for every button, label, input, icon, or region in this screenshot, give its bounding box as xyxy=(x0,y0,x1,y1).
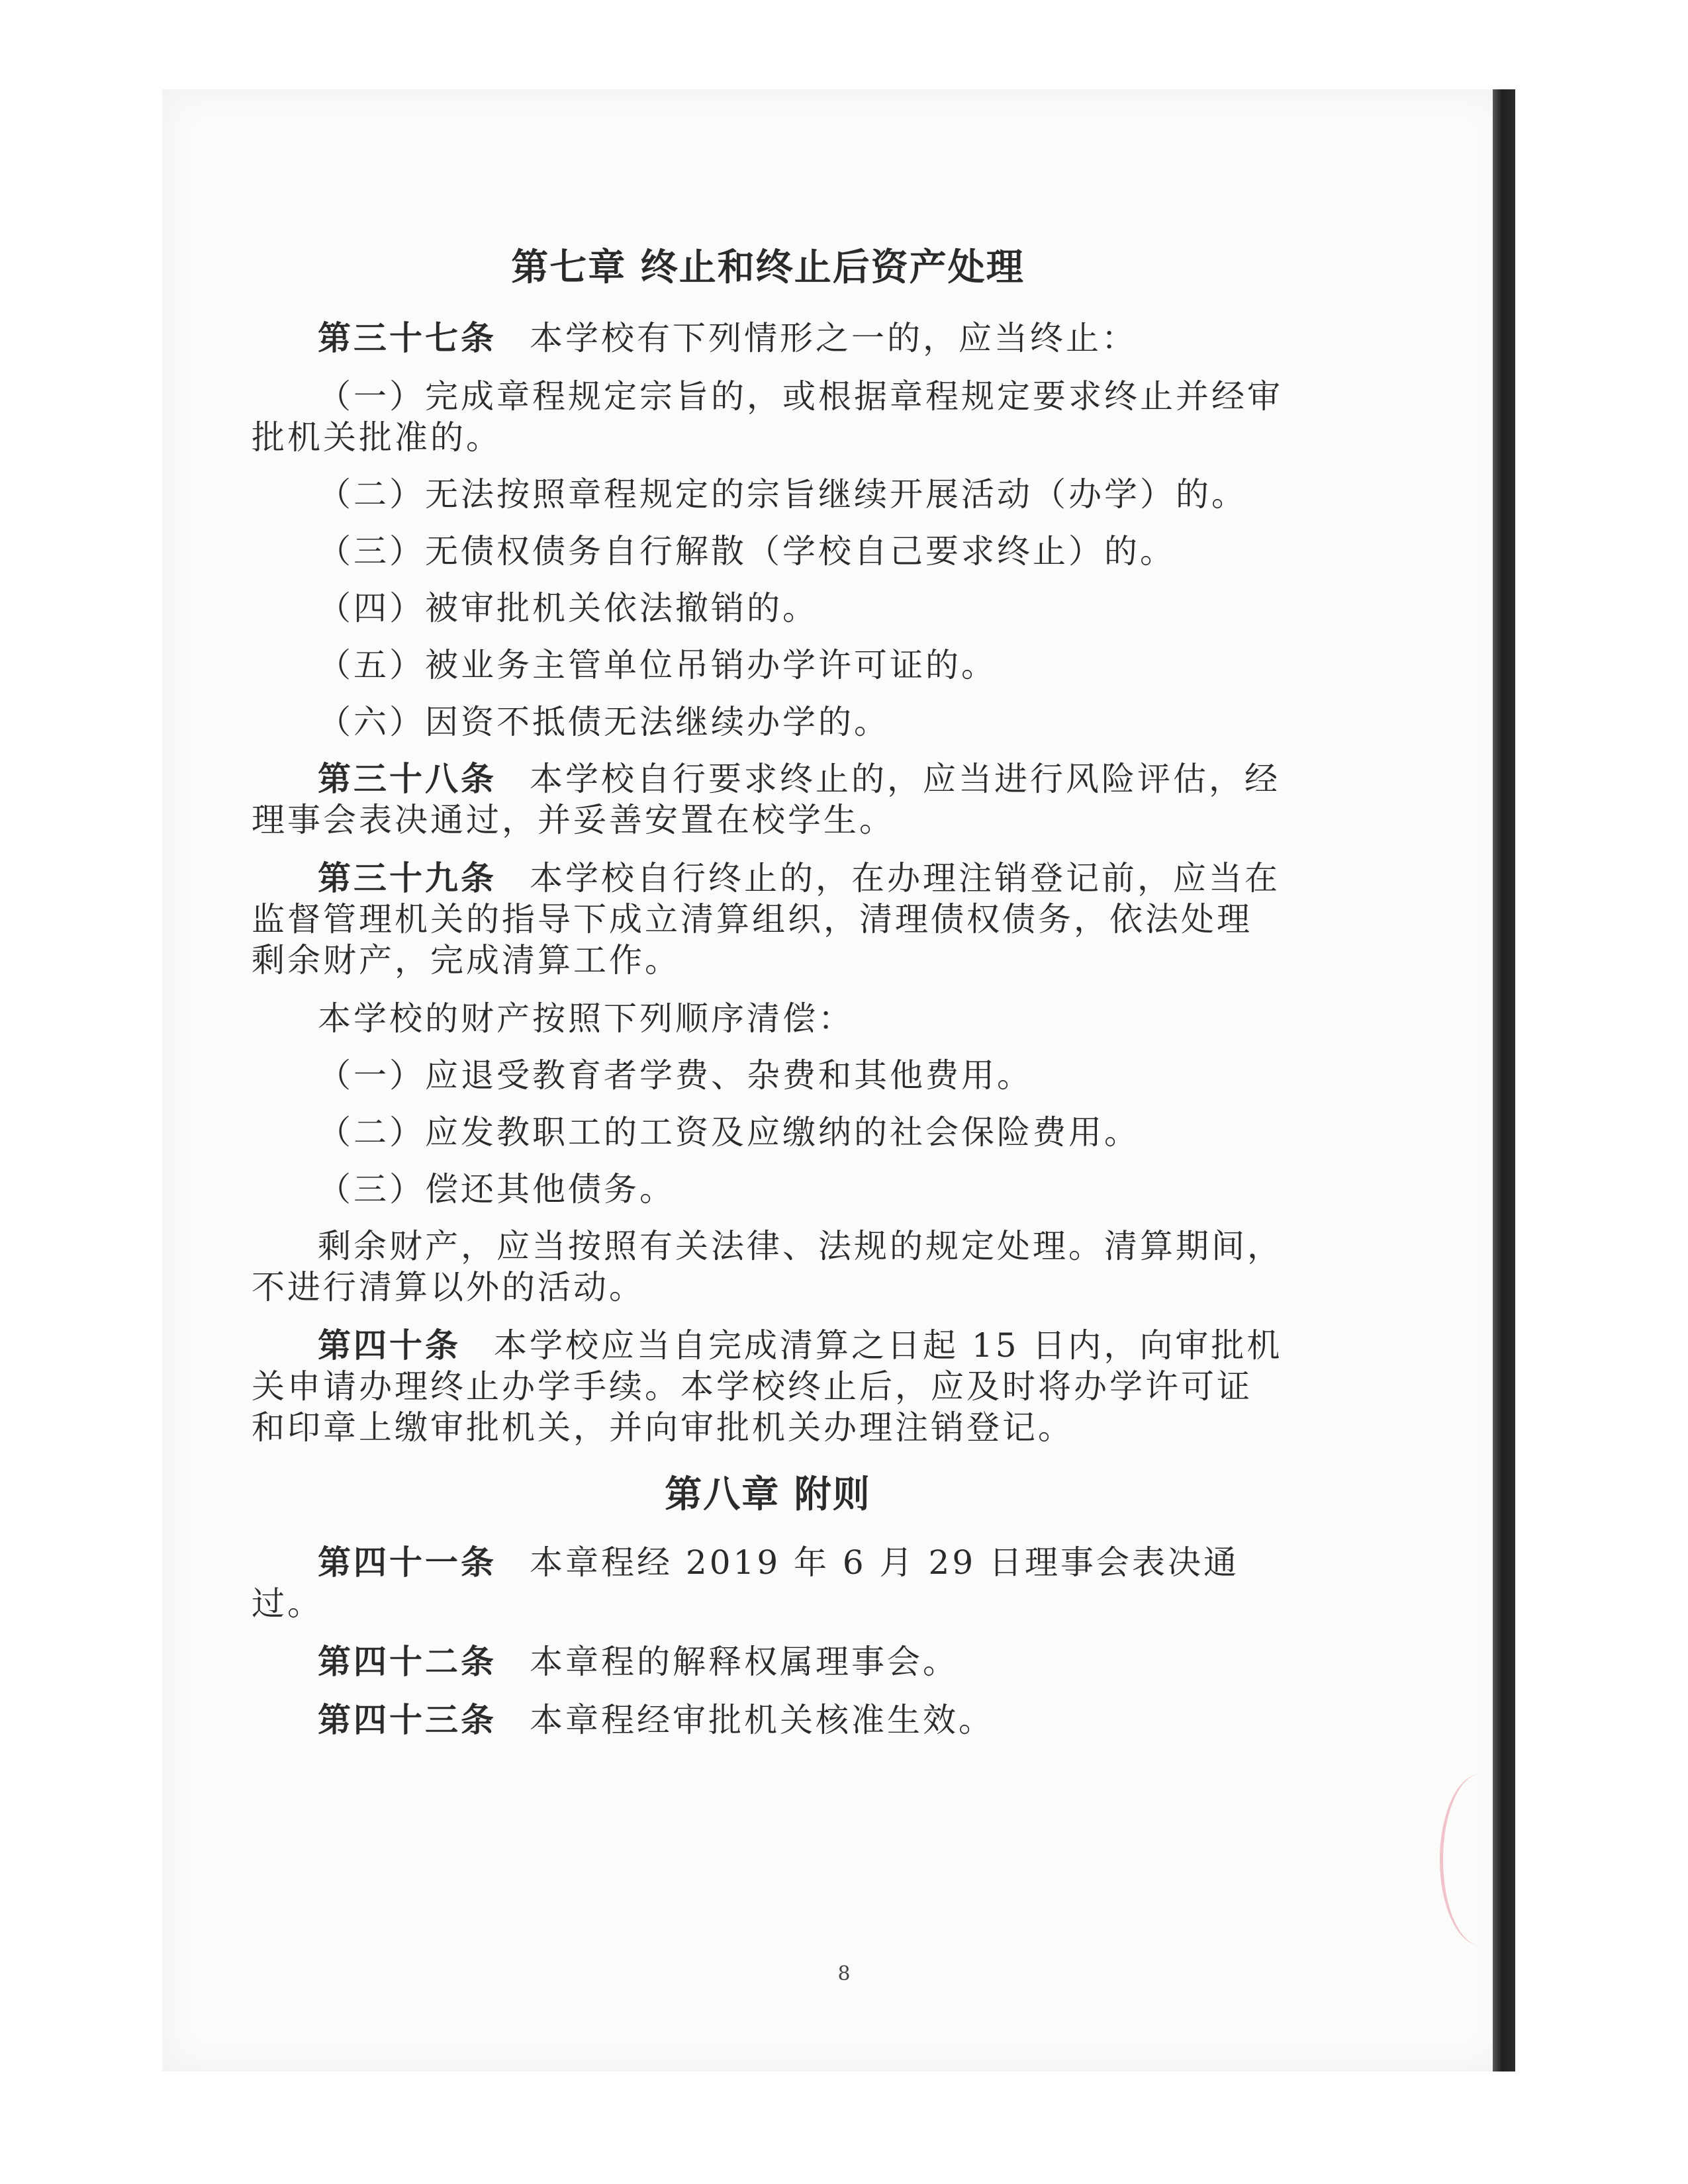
document-body xyxy=(252,238,1284,1758)
article-37-item-1: （一）完成章程规定宗旨的，或根据章程规定要求终止并经审批机关批准的。 xyxy=(252,377,1283,457)
page-number: 8 xyxy=(837,1962,851,1985)
article-39 xyxy=(252,858,1284,981)
red-seal-fragment xyxy=(1440,1774,1523,1946)
article-37-item-3: （三）无债权债务自行解散（学校自己要求终止）的。 xyxy=(318,532,1176,570)
article-41-text: 本章程经 2019 年 6 月 29 日理事会表决通过。 xyxy=(252,1543,1240,1623)
article-42-text: 本章程的解释权属理事会。 xyxy=(530,1643,959,1681)
article-37 xyxy=(252,318,1284,359)
article-37-text: 本学校有下列情形之一的，应当终止： xyxy=(530,319,1137,357)
article-39-item-3: （三）偿还其他债务。 xyxy=(318,1170,675,1208)
article-40-label: 第四十条 xyxy=(318,1326,461,1365)
article-39-remainder: 剩余财产，应当按照有关法律、法规的规定处理。清算期间，不进行清算以外的活动。 xyxy=(252,1227,1283,1306)
chapter-8-title: 第八章 附则 xyxy=(665,1473,871,1516)
article-37-item-2: （二）无法按照章程规定的宗旨继续开展活动（办学）的。 xyxy=(318,475,1247,514)
article-37-item-5: （五）被业务主管单位吊销办学许可证的。 xyxy=(318,646,997,684)
article-37-item-4: （四）被审批机关依法撤销的。 xyxy=(318,589,818,627)
article-39-order-intro: 本学校的财产按照下列顺序清偿： xyxy=(318,999,854,1038)
article-43-text: 本章程经审批机关核准生效。 xyxy=(530,1701,994,1739)
article-40-text: 本学校应当自完成清算之日起 15 日内，向审批机关申请办理终止办学手续。本学校终止后，应及时将办学许可证和印章上缴审批机关，并向审批机关办理注销登记。 xyxy=(252,1326,1283,1447)
article-41 xyxy=(252,1542,1284,1624)
article-40 xyxy=(252,1325,1284,1448)
article-39-text: 本学校自行终止的，在办理注销登记前，应当在监督管理机关的指导下成立清算组织，清理债权债务，依法处理剩余财产，完成清算工作。 xyxy=(252,859,1280,979)
article-39-item-1: （一）应退受教育者学费、杂费和其他费用。 xyxy=(318,1056,1033,1095)
article-39-item-2: （二）应发教职工的工资及应缴纳的社会保险费用。 xyxy=(318,1113,1140,1152)
article-42 xyxy=(252,1641,1284,1682)
article-43 xyxy=(252,1700,1284,1741)
article-38 xyxy=(252,758,1284,841)
article-37-item-6: （六）因资不抵债无法继续办学的。 xyxy=(318,703,890,741)
article-41-label: 第四十一条 xyxy=(318,1543,496,1582)
scan-shadow-edge xyxy=(1493,89,1515,2071)
article-42-label: 第四十二条 xyxy=(318,1643,496,1681)
article-38-label: 第三十八条 xyxy=(318,760,496,798)
article-43-label: 第四十三条 xyxy=(318,1701,496,1739)
chapter-7-title: 第七章 终止和终止后资产处理 xyxy=(511,246,1025,289)
article-38-text: 本学校自行要求终止的，应当进行风险评估，经理事会表决通过，并妥善安置在校学生。 xyxy=(252,760,1280,839)
article-39-label: 第三十九条 xyxy=(318,859,496,897)
article-37-label: 第三十七条 xyxy=(318,319,496,357)
